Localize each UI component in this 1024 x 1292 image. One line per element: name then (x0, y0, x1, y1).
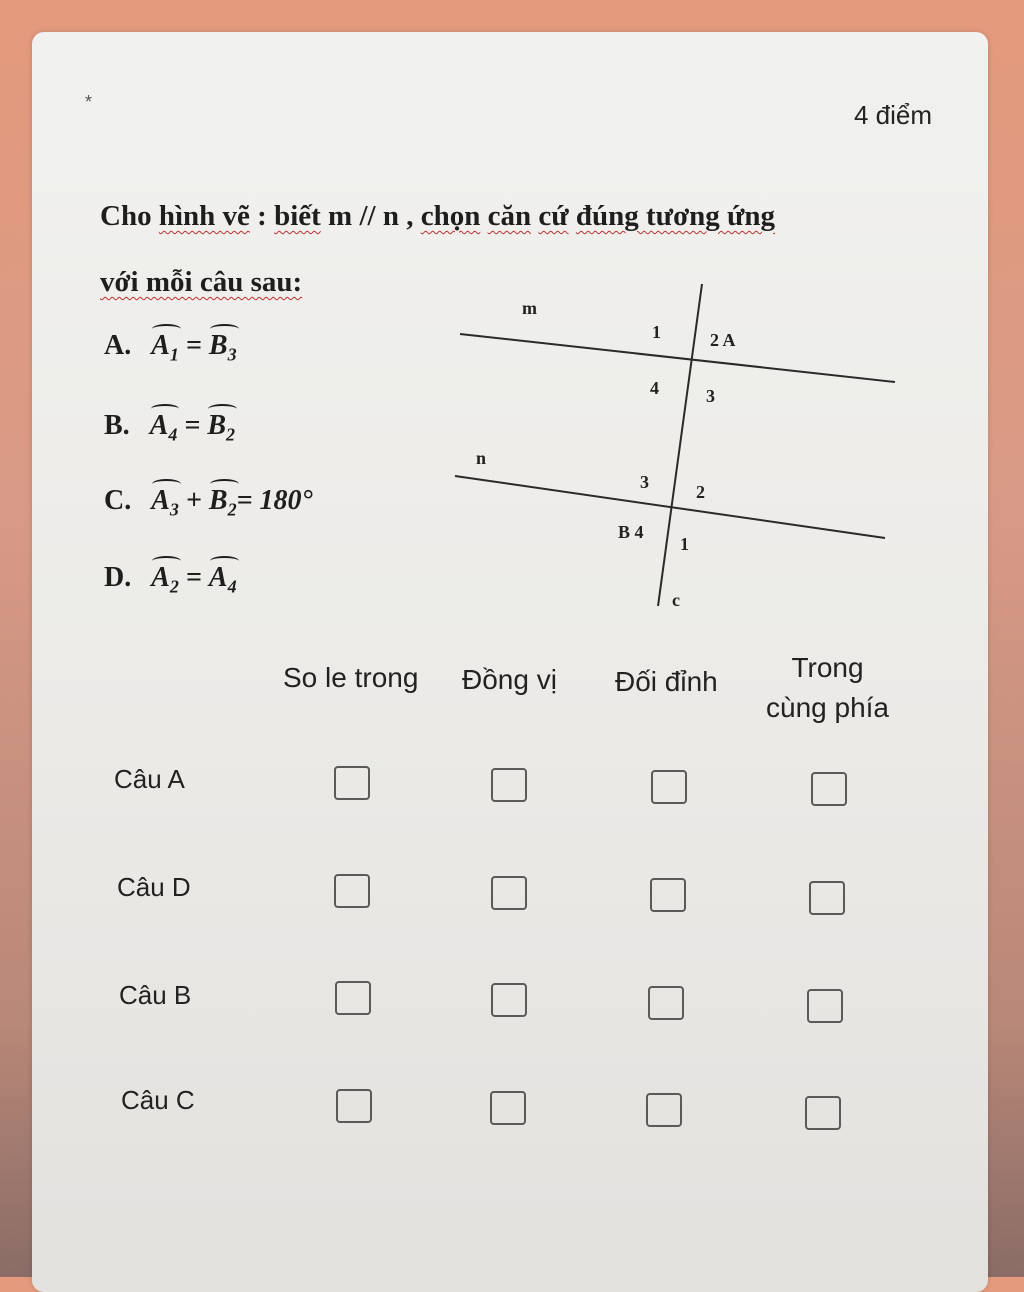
checkbox-cau-d-so-le-trong[interactable] (334, 874, 370, 908)
column-header-trong-cung-phia: Trong cùng phía (766, 652, 889, 723)
checkbox-cau-a-dong-vi[interactable] (491, 768, 527, 802)
checkbox-cau-d-doi-dinh[interactable] (650, 878, 686, 912)
option-c: C. $A_3 + B_2= 180^\circ$ (104, 485, 313, 520)
row-label-cau-b: Câu B (119, 980, 192, 1010)
label-m: m (522, 298, 537, 318)
checkbox-cau-c-trong-cung-phia[interactable] (805, 1096, 841, 1130)
angle-b-3: 3 (640, 472, 649, 492)
checkbox-cau-d-trong-cung-phia[interactable] (809, 881, 845, 915)
row-label-cau-d: Câu D (117, 872, 191, 902)
row-label-cau-c: Câu C (121, 1085, 195, 1115)
checkbox-cau-a-so-le-trong[interactable] (334, 766, 370, 800)
label-n: n (476, 448, 487, 468)
required-marker: * (85, 92, 93, 112)
line-c (658, 284, 702, 606)
column-header-so-le-trong: So le trong (283, 662, 419, 693)
checkbox-cau-c-dong-vi[interactable] (490, 1091, 526, 1125)
points-label: 4 điểm (853, 100, 932, 130)
row-label-cau-a: Câu A (114, 764, 185, 794)
checkbox-cau-b-so-le-trong[interactable] (335, 981, 371, 1015)
line-n (455, 476, 885, 538)
column-header-dong-vi: Đồng vị (462, 664, 557, 695)
option-b: B. $A_4 = B_2$ (104, 410, 236, 445)
label-c: c (672, 590, 680, 610)
line-m (460, 334, 895, 382)
angle-a-3: 3 (706, 386, 715, 406)
checkbox-cau-a-doi-dinh[interactable] (651, 770, 687, 804)
angle-b-1: 1 (680, 534, 689, 554)
column-header-doi-dinh: Đối đỉnh (615, 666, 718, 697)
label-point-b: B 4 (618, 522, 644, 542)
checkbox-cau-b-dong-vi[interactable] (491, 983, 527, 1017)
option-a: A. $A_1 = B_3$ (104, 330, 237, 365)
checkbox-cau-a-trong-cung-phia[interactable] (811, 772, 847, 806)
parallel-lines-figure (440, 276, 910, 616)
angle-b-2: 2 (696, 482, 705, 502)
checkbox-cau-c-doi-dinh[interactable] (646, 1093, 682, 1127)
checkbox-cau-d-dong-vi[interactable] (491, 876, 527, 910)
checkbox-cau-c-so-le-trong[interactable] (336, 1089, 372, 1123)
checkbox-cau-b-trong-cung-phia[interactable] (807, 989, 843, 1023)
angle-a-4: 4 (650, 378, 659, 398)
option-d: D. $A_2 = A_4$ (104, 562, 237, 597)
angle-a-1: 1 (652, 322, 661, 342)
question-text-line1: Cho hình vẽ : biết m // n , chọn căn cứ đúng tương ứng (100, 200, 776, 232)
question-text-line2: với mỗi câu sau: (100, 266, 303, 298)
label-point-a: 2 A (710, 330, 736, 350)
checkbox-cau-b-doi-dinh[interactable] (648, 986, 684, 1020)
